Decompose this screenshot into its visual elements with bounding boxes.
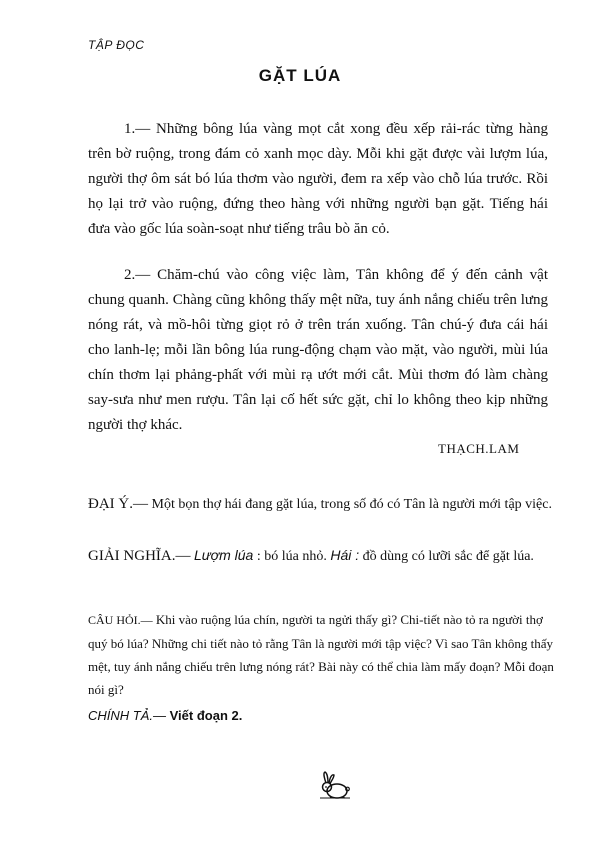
section-label: TẬP ĐỌC — [88, 38, 145, 52]
main-idea-text: Một bọn thợ hái đang gặt lúa, trong số đó có Tân là người mới tập việc. — [151, 497, 552, 512]
glossary-label: GIẢI NGHĨA.— — [88, 548, 191, 564]
dictation-text: Viết đoạn 2. — [169, 708, 243, 723]
glossary-def-2: đồ dùng có lưỡi sắc để gặt lúa. — [362, 549, 534, 564]
rabbit-icon — [318, 770, 352, 802]
dictation-section — [88, 708, 242, 723]
glossary-term-1: Lượm lúa — [193, 547, 254, 563]
main-idea-label: ĐẠI Ý.— — [88, 496, 148, 512]
reading-paragraph-2 — [88, 263, 548, 438]
questions-section — [88, 608, 558, 701]
questions-label: CÂU HỎI.— — [88, 613, 153, 627]
glossary-section — [88, 543, 558, 569]
main-idea-section — [88, 492, 558, 517]
paragraph-2-text: 2.— Chăm-chú vào công việc làm, Tân không để ý đến cảnh vật chung quanh. Chàng cũng không thấy mệt nữa, tuy ánh nắng chiếu trên lưng nóng rát, và mồ-hôi từng giọt rỏ ở trên trán xuống. Tân chú-ý đưa cái hái cho lanh-lẹ; mỗi lần bông lúa rung-động chạm vào mặt, vào người, mùi lúa chín thơm lại phảng-phất với mùi rạ ướt mới cắt. Mùi thơm đó làm chàng say-sưa như men rượu. Tân lại cố hết sức gặt, chỉ lo không theo kịp những người thợ khác. — [88, 267, 548, 433]
dictation-label: CHÍNH TẢ.— — [88, 708, 166, 723]
glossary-def-1: : bó lúa nhỏ. — [256, 549, 327, 564]
glossary-term-2: Hái : — [330, 547, 360, 563]
page-title: GẶT LÚA — [258, 66, 342, 85]
questions-text: Khi vào ruộng lúa chín, người ta ngửi thấy gì? Chi-tiết nào tỏ ra người thợ quý bó lúa? Những chi tiết nào tỏ rằng Tân là người mới tập việc? Vì sao Tân không thấy mệt, tuy ánh nắng chiếu trên lưng nóng rát? Bài này có thể chia làm mấy đoạn? Mỗi đoạn nói gì? — [88, 612, 554, 697]
paragraph-1-text: 1.— Những bông lúa vàng mọt cắt xong đều xếp rải-rác từng hàng trên bờ ruộng, trong đám cỏ xanh mọc dày. Mỗi khi gặt được vài lượm lúa, người thợ ôm sát bó lúa thơm vào người, đem ra xếp vào chỗ lúa trước. Rồi họ lại trở vào ruộng, đứng theo hàng với những người bạn gặt. Tiếng hái đưa vào gốc lúa soàn-soạt như tiếng trâu bò ăn cỏ. — [88, 121, 548, 237]
reading-paragraph-1 — [88, 117, 548, 242]
author-name: THẠCH.LAM — [438, 441, 520, 456]
